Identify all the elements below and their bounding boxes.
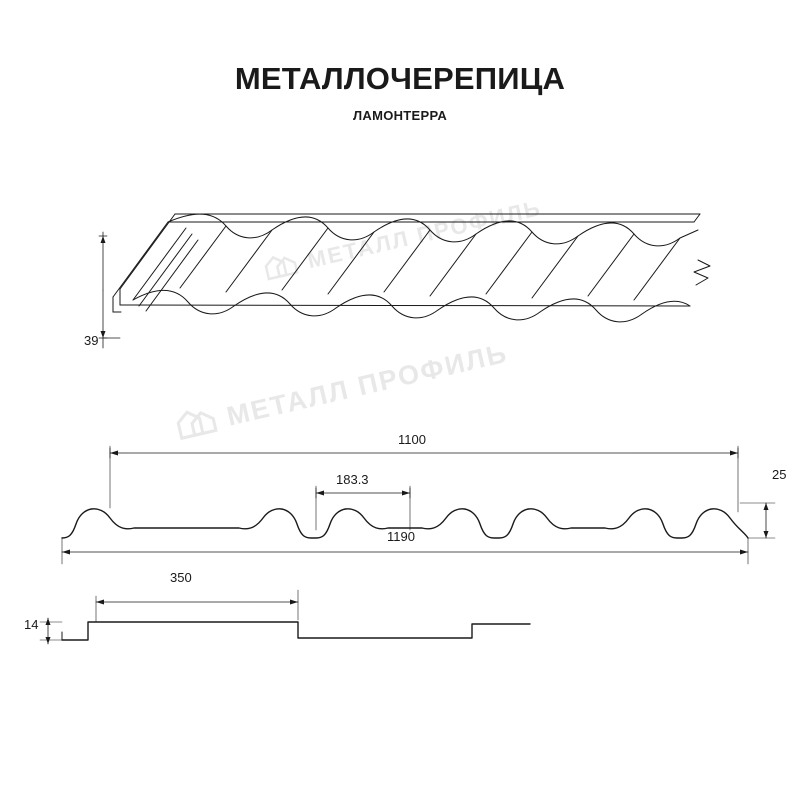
cross-section-view bbox=[62, 446, 775, 564]
dim-working-width-1100: 1100 bbox=[398, 432, 426, 447]
dim-step-height-14: 14 bbox=[24, 617, 39, 632]
dim-total-width-1190: 1190 bbox=[387, 529, 415, 544]
side-profile-view bbox=[40, 590, 530, 644]
watermark-text: МЕТАЛЛ ПРОФИЛЬ bbox=[223, 337, 511, 432]
dim-step-350: 350 bbox=[170, 570, 192, 585]
page-title: МЕТАЛЛОЧЕРЕПИЦА bbox=[234, 61, 566, 96]
page-subtitle: ЛАМОНТЕРРА bbox=[352, 108, 448, 124]
isometric-profile-view bbox=[99, 214, 710, 348]
watermark-text: МЕТАЛЛ ПРОФИЛЬ bbox=[305, 195, 544, 274]
dim-height-39: 39 bbox=[84, 333, 99, 348]
dim-wave-pitch-183-3: 183.3 bbox=[336, 472, 369, 487]
dim-wave-height-25: 25 bbox=[772, 467, 787, 482]
